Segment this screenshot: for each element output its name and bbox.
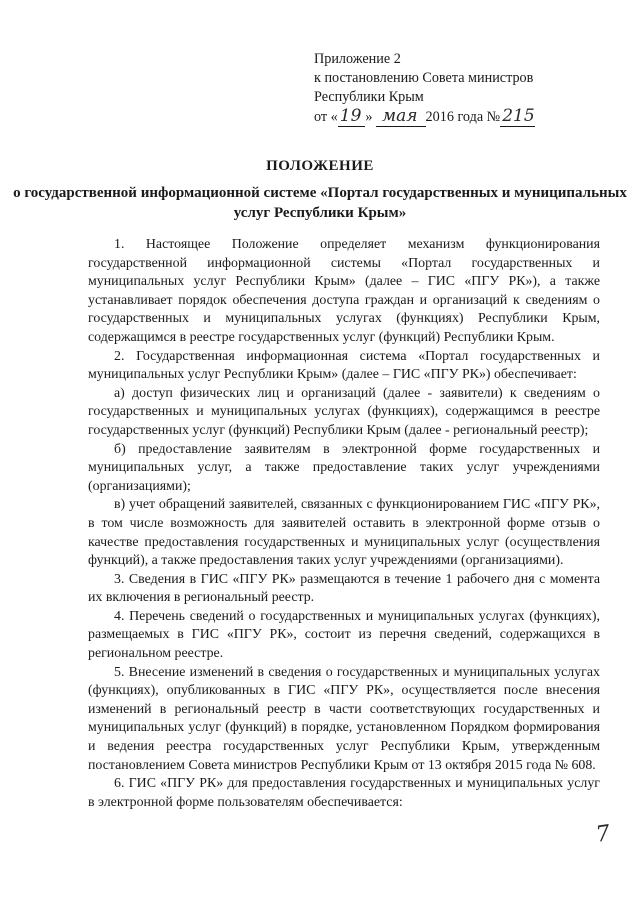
date-prefix: от « <box>314 109 338 125</box>
paragraph-3: 3. Сведения в ГИС «ПГУ РК» размещаются в течение 1 рабочего дня с момента их включения в региональный реестр. <box>88 571 600 606</box>
appendix-line-1: Приложение 2 <box>314 51 401 67</box>
paragraph-4: 4. Перечень сведений о государственных и муниципальных услугах (функциях), размещаемых в ГИС «ПГУ РК», состоит из перечня сведений, содержащихся в региональном реестре. <box>88 608 600 662</box>
appendix-line-3: Республики Крым <box>314 89 424 105</box>
date-quote-close: » <box>365 109 373 125</box>
paragraph-6: 6. ГИС «ПГУ РК» для предоставления государственных и муниципальных услуг в электронной форме пользователям обеспечивается: <box>88 776 600 810</box>
appendix-date-line <box>314 107 614 127</box>
appendix-line-2: к постановлению Совета министров <box>314 70 534 86</box>
document-heading: ПОЛОЖЕНИЕ <box>266 158 374 174</box>
handwritten-month: мая <box>376 107 426 127</box>
paragraph-2c: в) учет обращений заявителей, связанных с функционированием ГИС «ПГУ РК», в том числе возможность для заявителей оставить в электронной форме отзыв о качестве предоставления государственных и муниципальных услуг (осуществления функций), а также предоставления таких услуг учреждениями (организациями). <box>88 497 600 569</box>
appendix-block <box>314 50 614 127</box>
paragraph-5: 5. Внесение изменений в сведения о государственных и муниципальных услугах (функциях), опубликованных в ГИС «ПГУ РК», осуществляется после внесения изменений в региональный реестр в части соответствующих государственных и муниципальных услуг (функций) в порядке, установленном Порядком формирования и ведения реестра государственных услуг Республики Крым, утвержденным постановлением Совета министров Республики Крым от 13 октября 2015 года № 608. <box>88 664 600 773</box>
paragraph-2b: б) предоставление заявителям в электронной форме государственных и муниципальных услуг, а также предоставление таких услуг учреждениями (организациями); <box>88 441 600 494</box>
date-year: 2016 года № <box>425 109 501 125</box>
paragraph-2a: а) доступ физических лиц и организаций (далее - заявители) к сведениям о государственных и муниципальных услугах (функциях), содержащимся в реестре государственных услуг (функций) Республики Крым (далее - региональный реестр); <box>88 385 600 438</box>
handwritten-page-number: 7 <box>594 821 612 848</box>
document-body <box>88 236 600 812</box>
handwritten-day: 19 <box>338 107 366 127</box>
document-subtitle <box>0 183 640 223</box>
subtitle-text: о государственной информационной системе «Портал государственных и муниципальных услуг Республики Крым» <box>13 185 627 221</box>
paragraph-1: 1. Настоящее Положение определяет механизм функционирования государственной информационной системы «Портал государственных и муниципальных услуг Республики Крым» (далее – ГИС «ПГУ РК»), а также устанавливает порядок обеспечения доступа граждан и организаций к сведениям о государственных и муниципальных услугах (функциях) Республики Крым, содержащимся в реестре государственных услуг (функций) Республики Крым. <box>88 237 600 345</box>
handwritten-number: 215 <box>502 106 535 126</box>
paragraph-2: 2. Государственная информационная система «Портал государственных и муниципальных услуг Республики Крым» (далее – ГИС «ПГУ РК») обеспечивает: <box>88 348 600 383</box>
